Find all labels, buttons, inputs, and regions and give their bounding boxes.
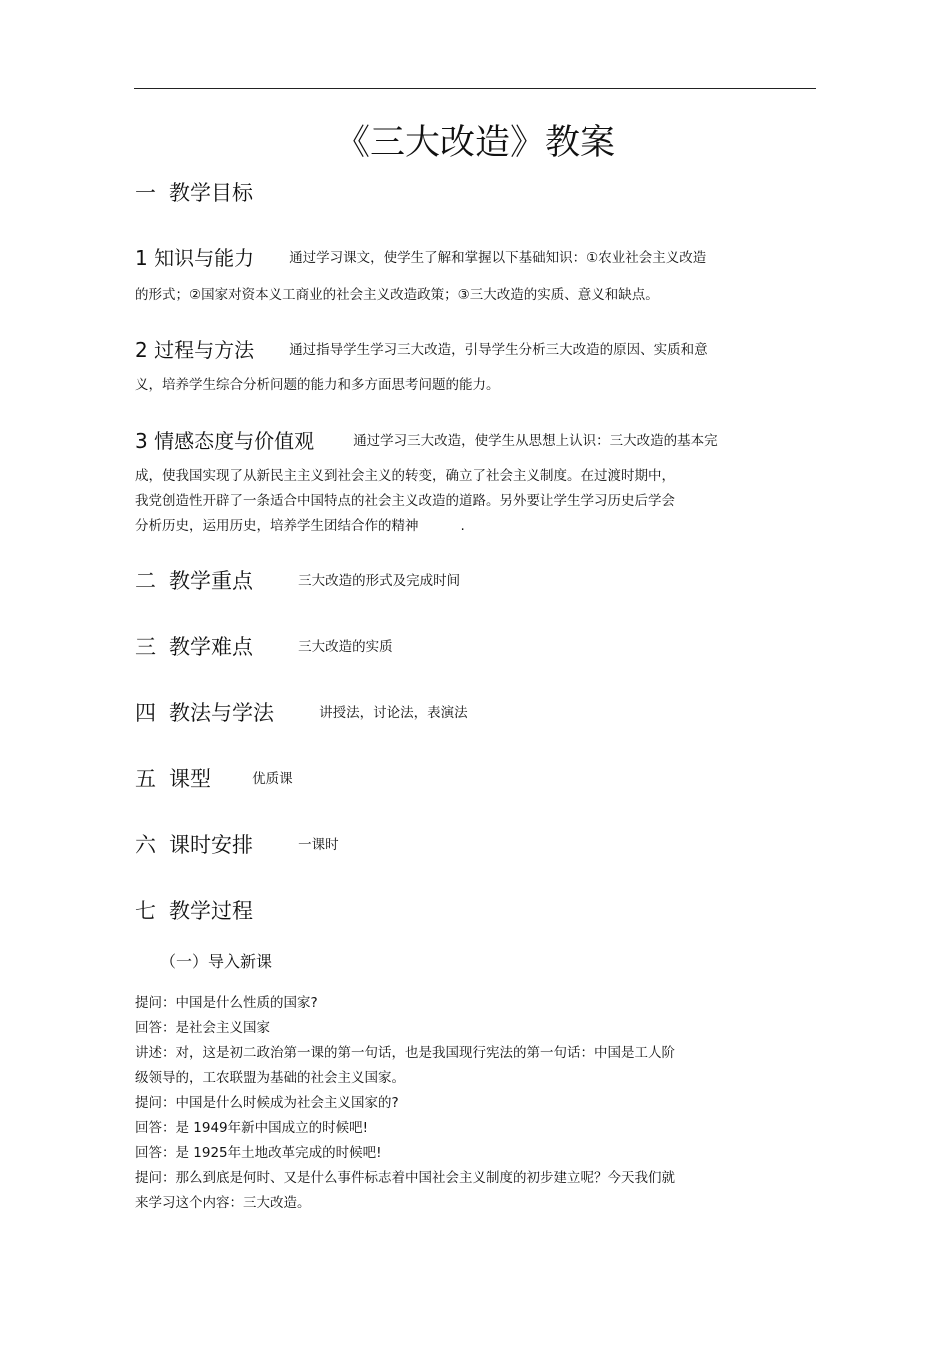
section-number: 一 <box>135 181 156 205</box>
dialogue-line: 回答：是 1949年新中国成立的时候吧! <box>135 1120 369 1136</box>
goal-text-line: 成，使我国实现了从新民主主义到社会主义的转变，确立了社会主义制度。在过渡时期中， <box>135 468 675 484</box>
goal-text-line: 义，培养学生综合分析问题的能力和多方面思考问题的能力。 <box>135 377 500 393</box>
dialogue-line: 讲述：对，这是初二政治第一课的第一句话，也是我国现行宪法的第一句话：中国是工人阶 <box>135 1045 675 1061</box>
dialogue-line: 提问：中国是什么性质的国家? <box>135 995 318 1011</box>
section-number: 三 <box>135 635 156 659</box>
section-1-heading <box>135 178 253 208</box>
section-4 <box>135 698 468 728</box>
section-number: 五 <box>135 767 156 791</box>
section-3 <box>135 632 393 662</box>
dialogue-line: 来学习这个内容：三大改造。 <box>135 1195 311 1211</box>
dialogue-line: 提问：中国是什么时候成为社会主义国家的? <box>135 1095 399 1111</box>
section-6 <box>135 830 339 860</box>
process-dialogue <box>135 991 675 1216</box>
section-number: 四 <box>135 701 156 725</box>
process-sub-heading: （一）导入新课 <box>160 952 273 971</box>
goal-heading: 1 知识与能力 <box>135 246 255 270</box>
section-title: 教学重点 <box>169 569 253 593</box>
goal-3 <box>135 426 718 456</box>
goal-text: 分析历史，运用历史，培养学生团结合作的精神 <box>135 518 419 534</box>
goal-2 <box>135 335 708 365</box>
goal-text-line: 我党创造性开辟了一条适合中国特点的社会主义改造的道路。另外要让学生学习历史后学会 <box>135 493 675 509</box>
section-title: 教学过程 <box>169 899 253 923</box>
section-title: 教学难点 <box>169 635 253 659</box>
goal-text-line <box>135 516 465 536</box>
section-text: 优质课 <box>252 771 293 787</box>
goal-period: . <box>460 518 465 534</box>
section-number: 七 <box>135 899 156 923</box>
top-rule <box>134 88 816 89</box>
section-text: 三大改造的形式及完成时间 <box>298 573 461 589</box>
section-title: 课时安排 <box>169 833 253 857</box>
section-2 <box>135 566 460 596</box>
goal-heading: 2 过程与方法 <box>135 338 255 362</box>
section-text: 一课时 <box>298 837 339 853</box>
section-number: 六 <box>135 833 156 857</box>
section-title: 课型 <box>169 767 211 791</box>
goal-text-line: 通过学习三大改造，使学生从思想上认识：三大改造的基本完 <box>353 433 718 449</box>
goal-text-line: 的形式；②国家对资本义工商业的社会主义改造政策；③三大改造的实质、意义和缺点。 <box>135 287 659 303</box>
goal-text-line: 通过学习课文，使学生了解和掌握以下基础知识：①农业社会主义改造 <box>289 250 707 266</box>
section-number: 二 <box>135 569 156 593</box>
dialogue-line: 提问：那么到底是何时、又是什么事件标志着中国社会主义制度的初步建立呢？今天我们就 <box>135 1170 675 1186</box>
goal-1 <box>135 243 706 273</box>
dialogue-line: 级领导的，工农联盟为基础的社会主义国家。 <box>135 1070 405 1086</box>
section-text: 讲授法，讨论法，表演法 <box>319 705 468 721</box>
section-title: 教法与学法 <box>169 701 274 725</box>
page-title: 《三大改造》教案 <box>334 123 615 163</box>
dialogue-line: 回答：是社会主义国家 <box>135 1020 270 1036</box>
goal-heading: 3 情感态度与价值观 <box>135 429 315 453</box>
section-7-heading <box>135 896 253 926</box>
goal-text-line: 通过指导学生学习三大改造，引导学生分析三大改造的原因、实质和意 <box>289 342 708 358</box>
section-title: 教学目标 <box>169 181 253 205</box>
section-5 <box>135 764 293 794</box>
dialogue-line: 回答：是 1925年土地改革完成的时候吧! <box>135 1145 382 1161</box>
section-text: 三大改造的实质 <box>298 639 393 655</box>
